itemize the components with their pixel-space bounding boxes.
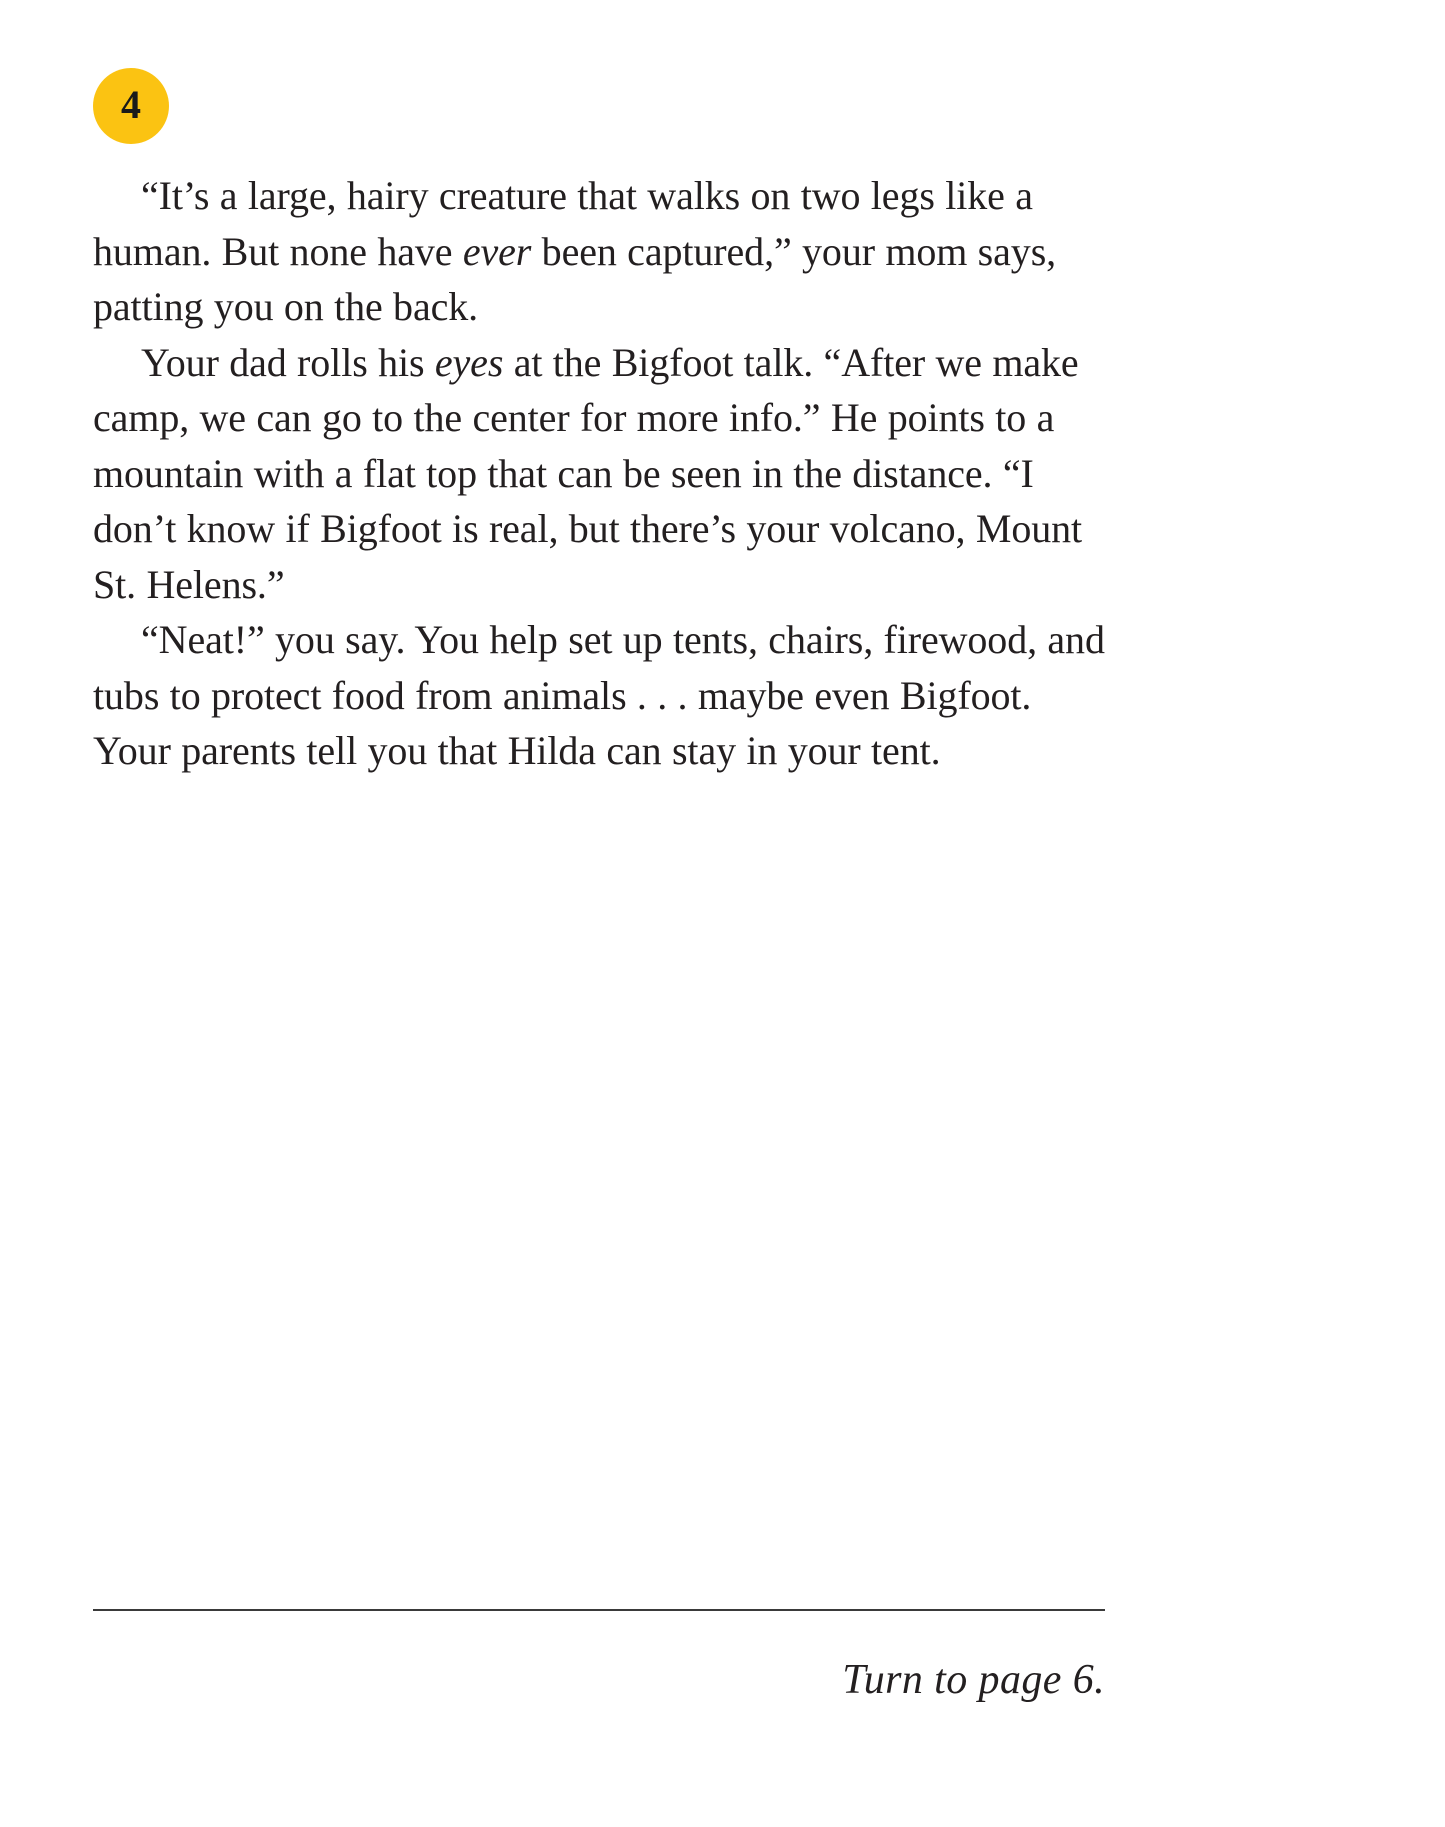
emphasis-text: ever bbox=[462, 228, 532, 274]
story-paragraph-2: Your dad rolls his eyes at the Bigfoot talk. “After we make camp, we can go to the center for more info.” He points to a mountain with a flat top that can be seen in the distance. “I don’t know if Bigfoot is real, but there’s your volcano, Mount St. Helens.” bbox=[93, 339, 1083, 607]
footer-divider bbox=[93, 1609, 1105, 1611]
story-body bbox=[93, 168, 1105, 779]
story-paragraph-3: “Neat!” you say. You help set up tents, chairs, firewood, and tubs to protect food from animals . . . maybe even Bigfoot. Your parents tell you that Hilda can stay in your tent. bbox=[93, 617, 1105, 773]
turn-to-page-text: Turn to page 6. bbox=[842, 1657, 1105, 1703]
emphasis-text: eyes bbox=[434, 339, 504, 385]
page-footer bbox=[93, 1609, 1105, 1705]
page-number-badge bbox=[93, 68, 169, 144]
page-number-text: 4 bbox=[121, 82, 141, 127]
story-paragraph-1: “It’s a large, hairy creature that walks on two legs like a human. But none have ever been captured,” your mom says, patting you on the back. bbox=[93, 173, 1057, 329]
